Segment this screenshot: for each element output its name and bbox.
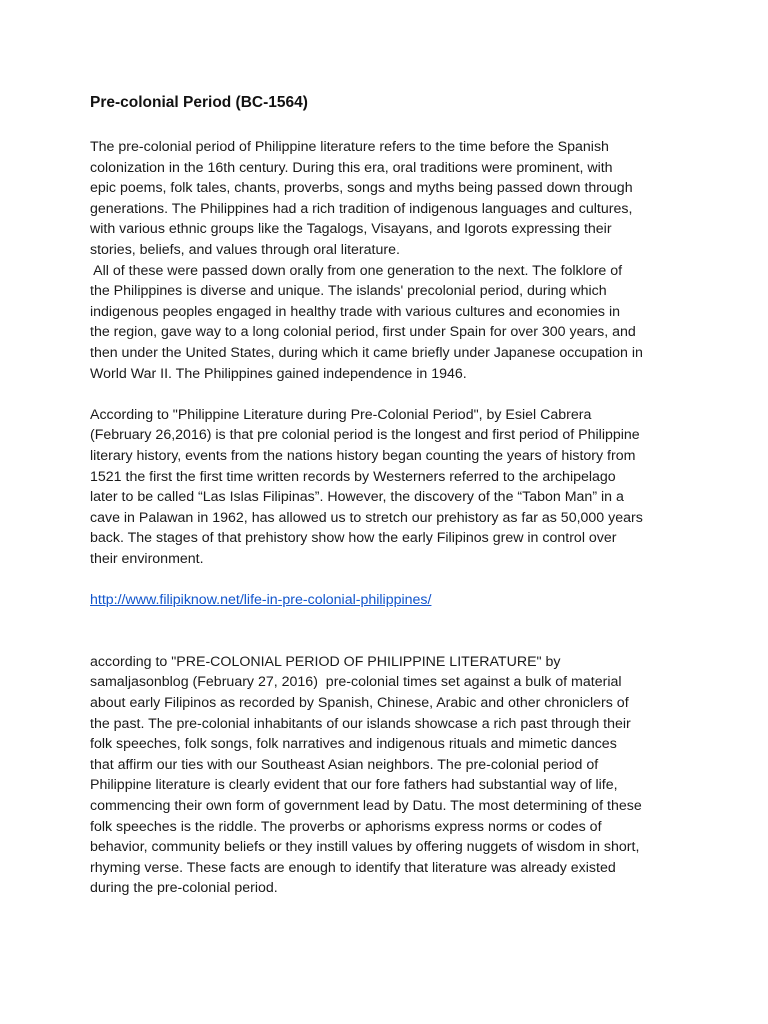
text-line: back. The stages of that prehistory show how the early Filipinos grew in control over: [90, 530, 617, 547]
spacer: [90, 114, 690, 137]
text-line: All of these were passed down orally from one generation to the next. The folklore of: [90, 262, 623, 279]
text-line: colonization in the 16th century. During this era, oral traditions were prominent, with: [90, 159, 613, 176]
spacer: [90, 631, 690, 652]
text-line: literary history, events from the nations history began counting the years of history from: [90, 447, 636, 464]
text-line: rhyming verse. These facts are enough to identify that literature was already existed: [90, 859, 616, 876]
text-line: World War II. The Philippines gained independence in 1946.: [90, 365, 467, 382]
text-line: according to "PRE-COLONIAL PERIOD OF PHILIPPINE LITERATURE" by: [90, 653, 561, 670]
spacer: [90, 384, 690, 405]
text-line: then under the United States, during which it came briefly under Japanese occupation in: [90, 344, 643, 361]
paragraph-overview: [90, 137, 690, 384]
text-line: (February 26,2016) is that pre colonial period is the longest and first period of Philippine: [90, 427, 640, 444]
text-line: samaljasonblog (February 27, 2016) pre-colonial times set against a bulk of material: [90, 674, 622, 691]
spacer: [90, 569, 690, 590]
paragraph-samaljasonblog: [90, 652, 690, 899]
text-line: during the pre-colonial period.: [90, 880, 278, 897]
text-line: The pre-colonial period of Philippine literature refers to the time before the Spanish: [90, 139, 609, 155]
document-page: [90, 92, 690, 899]
text-line: commencing their own form of government lead by Datu. The most determining of these: [90, 798, 642, 814]
text-line: folk speeches is the riddle. The proverbs or aphorisms express norms or codes of: [90, 818, 602, 835]
text-line: folk speeches, folk songs, folk narratives and indigenous rituals and mimetic dances: [90, 736, 617, 753]
text-line: the Philippines is diverse and unique. The islands' precolonial period, during which: [90, 283, 607, 300]
text-line: According to "Philippine Literature during Pre-Colonial Period", by Esiel Cabrera: [90, 406, 592, 423]
text-line: the region, gave way to a long colonial period, first under Spain for over 300 years, and: [90, 324, 636, 341]
text-line: that affirm our ties with our Southeast Asian neighbors. The pre-colonial period of: [90, 756, 599, 773]
text-line: Philippine literature is clearly evident that our fore fathers had substantial way of life,: [90, 777, 618, 794]
text-line: about early Filipinos as recorded by Spanish, Chinese, Arabic and other chroniclers of: [90, 695, 629, 712]
text-line: 1521 the first the first time written records by Westerners referred to the archipelago: [90, 468, 616, 485]
text-line: generations. The Philippines had a rich tradition of indigenous languages and cultures,: [90, 200, 633, 217]
text-line: with various ethnic groups like the Tagalogs, Visayans, and Igorots expressing their: [90, 221, 612, 238]
page-title: Pre-colonial Period (BC-1564): [90, 94, 308, 111]
spacer: [90, 611, 690, 632]
text-line: stories, beliefs, and values through oral literature.: [90, 241, 400, 258]
text-line: their environment.: [90, 550, 204, 567]
text-line: behavior, community beliefs or they instill values by offering nuggets of wisdom in short,: [90, 839, 640, 856]
paragraph-cabrera: [90, 405, 690, 570]
text-line: the past. The pre-colonial inhabitants of our islands showcase a rich past through their: [90, 715, 631, 732]
text-line: epic poems, folk tales, chants, proverbs, songs and myths being passed down through: [90, 180, 633, 197]
text-line: later to be called “Las Islas Filipinas”. However, the discovery of the “Tabon Man” in a: [90, 489, 624, 506]
text-line: indigenous peoples engaged in healthy trade with various cultures and economies in: [90, 303, 621, 320]
source-link[interactable]: http://www.filipiknow.net/life-in-pre-colonial-philippines/: [90, 592, 432, 609]
text-line: cave in Palawan in 1962, has allowed us to stretch our prehistory as far as 50,000 years: [90, 509, 643, 526]
